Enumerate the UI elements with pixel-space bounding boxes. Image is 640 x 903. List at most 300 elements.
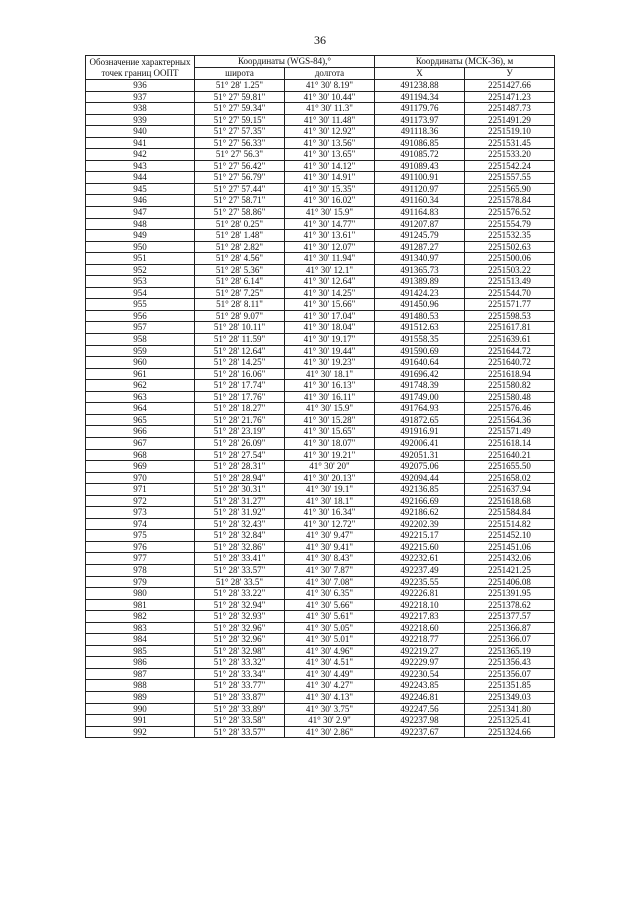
latitude-cell: 51° 28' 6.14" — [195, 276, 285, 288]
table-row — [86, 299, 555, 311]
latitude-cell: 51° 28' 10.11" — [195, 322, 285, 334]
x-cell: 491086.85 — [375, 137, 465, 149]
y-cell: 2251500.06 — [465, 253, 555, 265]
longitude-cell: 41° 30' 5.61" — [285, 611, 375, 623]
y-cell: 2251644.72 — [465, 345, 555, 357]
point-id-cell: 972 — [86, 495, 195, 507]
x-cell: 491179.76 — [375, 103, 465, 115]
longitude-cell: 41° 30' 13.61" — [285, 230, 375, 242]
table-row — [86, 322, 555, 334]
point-id-cell: 964 — [86, 403, 195, 415]
y-cell: 2251378.62 — [465, 599, 555, 611]
latitude-cell: 51° 28' 30.31" — [195, 484, 285, 496]
table-row — [86, 172, 555, 184]
table-row — [86, 691, 555, 703]
longitude-cell: 41° 30' 13.65" — [285, 149, 375, 161]
table-row — [86, 368, 555, 380]
latitude-cell: 51° 27' 59.34" — [195, 103, 285, 115]
longitude-cell: 41° 30' 14.91" — [285, 172, 375, 184]
table-row — [86, 507, 555, 519]
x-cell: 492237.98 — [375, 715, 465, 727]
table-row — [86, 80, 555, 92]
latitude-cell: 51° 27' 57.35" — [195, 126, 285, 138]
point-id-cell: 959 — [86, 345, 195, 357]
x-cell: 492217.83 — [375, 611, 465, 623]
latitude-cell: 51° 28' 5.36" — [195, 264, 285, 276]
point-id-cell: 956 — [86, 310, 195, 322]
x-cell: 491450.96 — [375, 299, 465, 311]
x-cell: 492219.27 — [375, 645, 465, 657]
x-cell: 491748.39 — [375, 380, 465, 392]
table-row — [86, 391, 555, 403]
table-row — [86, 472, 555, 484]
table-row — [86, 518, 555, 530]
point-id-cell: 960 — [86, 357, 195, 369]
x-cell: 492237.49 — [375, 564, 465, 576]
longitude-cell: 41° 30' 2.86" — [285, 726, 375, 738]
longitude-cell: 41° 30' 12.07" — [285, 241, 375, 253]
header-row-1 — [86, 56, 555, 68]
table-row — [86, 726, 555, 738]
longitude-cell: 41° 30' 19.17" — [285, 334, 375, 346]
latitude-cell: 51° 28' 33.57" — [195, 726, 285, 738]
y-cell: 2251618.14 — [465, 437, 555, 449]
table-row — [86, 599, 555, 611]
latitude-cell: 51° 28' 1.25" — [195, 80, 285, 92]
y-cell: 2251356.07 — [465, 668, 555, 680]
y-cell: 2251341.80 — [465, 703, 555, 715]
latitude-cell: 51° 27' 56.33" — [195, 137, 285, 149]
longitude-cell: 41° 30' 18.07" — [285, 437, 375, 449]
x-cell: 492232.61 — [375, 553, 465, 565]
longitude-cell: 41° 30' 9.41" — [285, 541, 375, 553]
longitude-cell: 41° 30' 19.44" — [285, 345, 375, 357]
table-row — [86, 484, 555, 496]
y-cell: 2251491.29 — [465, 114, 555, 126]
latitude-cell: 51° 28' 32.96" — [195, 634, 285, 646]
y-cell: 2251532.35 — [465, 230, 555, 242]
y-cell: 2251365.19 — [465, 645, 555, 657]
table-row — [86, 564, 555, 576]
latitude-cell: 51° 28' 1.48" — [195, 230, 285, 242]
longitude-cell: 41° 30' 16.34" — [285, 507, 375, 519]
y-cell: 2251571.49 — [465, 426, 555, 438]
latitude-cell: 51° 28' 33.34" — [195, 668, 285, 680]
latitude-cell: 51° 28' 33.89" — [195, 703, 285, 715]
longitude-cell: 41° 30' 19.21" — [285, 449, 375, 461]
latitude-cell: 51° 27' 56.42" — [195, 160, 285, 172]
table-row — [86, 357, 555, 369]
x-cell: 491164.83 — [375, 207, 465, 219]
x-cell: 491640.64 — [375, 357, 465, 369]
x-cell: 491089.43 — [375, 160, 465, 172]
x-cell: 491424.23 — [375, 287, 465, 299]
point-id-cell: 944 — [86, 172, 195, 184]
longitude-cell: 41° 30' 4.51" — [285, 657, 375, 669]
table-row — [86, 345, 555, 357]
table-row — [86, 183, 555, 195]
latitude-cell: 51° 27' 58.86" — [195, 207, 285, 219]
longitude-cell: 41° 30' 12.72" — [285, 518, 375, 530]
longitude-cell: 41° 30' 20" — [285, 461, 375, 473]
x-cell: 492246.81 — [375, 691, 465, 703]
longitude-cell: 41° 30' 8.19" — [285, 80, 375, 92]
point-id-cell: 951 — [86, 253, 195, 265]
table-row — [86, 334, 555, 346]
point-id-cell: 941 — [86, 137, 195, 149]
longitude-cell: 41° 30' 10.44" — [285, 91, 375, 103]
x-cell: 492218.77 — [375, 634, 465, 646]
longitude-cell: 41° 30' 15.66" — [285, 299, 375, 311]
table-row — [86, 253, 555, 265]
latitude-cell: 51° 28' 2.82" — [195, 241, 285, 253]
longitude-cell: 41° 30' 16.13" — [285, 380, 375, 392]
header-x: X — [375, 68, 465, 80]
table-row — [86, 611, 555, 623]
point-id-cell: 958 — [86, 334, 195, 346]
x-cell: 491696.42 — [375, 368, 465, 380]
longitude-cell: 41° 30' 15.9" — [285, 207, 375, 219]
x-cell: 491916.91 — [375, 426, 465, 438]
x-cell: 491194.34 — [375, 91, 465, 103]
point-id-cell: 970 — [86, 472, 195, 484]
point-id-cell: 971 — [86, 484, 195, 496]
table-row — [86, 553, 555, 565]
point-id-cell: 991 — [86, 715, 195, 727]
latitude-cell: 51° 28' 33.32" — [195, 657, 285, 669]
y-cell: 2251598.53 — [465, 310, 555, 322]
table-row — [86, 495, 555, 507]
latitude-cell: 51° 27' 59.15" — [195, 114, 285, 126]
latitude-cell: 51° 28' 32.43" — [195, 518, 285, 530]
longitude-cell: 41° 30' 14.77" — [285, 218, 375, 230]
y-cell: 2251356.43 — [465, 657, 555, 669]
longitude-cell: 41° 30' 4.49" — [285, 668, 375, 680]
x-cell: 492051.31 — [375, 449, 465, 461]
table-row — [86, 634, 555, 646]
point-id-cell: 938 — [86, 103, 195, 115]
table-row — [86, 276, 555, 288]
longitude-cell: 41° 30' 18.04" — [285, 322, 375, 334]
longitude-cell: 41° 30' 11.48" — [285, 114, 375, 126]
y-cell: 2251533.20 — [465, 149, 555, 161]
y-cell: 2251432.06 — [465, 553, 555, 565]
y-cell: 2251640.21 — [465, 449, 555, 461]
x-cell: 492226.81 — [375, 588, 465, 600]
longitude-cell: 41° 30' 6.35" — [285, 588, 375, 600]
latitude-cell: 51° 28' 32.98" — [195, 645, 285, 657]
x-cell: 491085.72 — [375, 149, 465, 161]
longitude-cell: 41° 30' 12.64" — [285, 276, 375, 288]
page-number: 36 — [314, 33, 326, 47]
latitude-cell: 51° 28' 17.74" — [195, 380, 285, 392]
x-cell: 492166.69 — [375, 495, 465, 507]
longitude-cell: 41° 30' 4.96" — [285, 645, 375, 657]
latitude-cell: 51° 28' 32.96" — [195, 622, 285, 634]
x-cell: 492218.60 — [375, 622, 465, 634]
y-cell: 2251406.08 — [465, 576, 555, 588]
point-id-cell: 967 — [86, 437, 195, 449]
latitude-cell: 51° 28' 12.64" — [195, 345, 285, 357]
latitude-cell: 51° 28' 32.86" — [195, 541, 285, 553]
y-cell: 2251324.66 — [465, 726, 555, 738]
longitude-cell: 41° 30' 15.65" — [285, 426, 375, 438]
latitude-cell: 51° 28' 14.25" — [195, 357, 285, 369]
longitude-cell: 41° 30' 4.27" — [285, 680, 375, 692]
latitude-cell: 51° 28' 7.25" — [195, 287, 285, 299]
table-row — [86, 530, 555, 542]
latitude-cell: 51° 27' 59.81" — [195, 91, 285, 103]
header-y: У — [465, 68, 555, 80]
x-cell: 491160.34 — [375, 195, 465, 207]
longitude-cell: 41° 30' 20.13" — [285, 472, 375, 484]
latitude-cell: 51° 28' 8.11" — [195, 299, 285, 311]
longitude-cell: 41° 30' 13.56" — [285, 137, 375, 149]
x-cell: 492094.44 — [375, 472, 465, 484]
point-id-cell: 975 — [86, 530, 195, 542]
table-row — [86, 414, 555, 426]
point-id-cell: 955 — [86, 299, 195, 311]
x-cell: 491764.93 — [375, 403, 465, 415]
latitude-cell: 51° 27' 56.3" — [195, 149, 285, 161]
x-cell: 492218.10 — [375, 599, 465, 611]
table-row — [86, 160, 555, 172]
table-row — [86, 622, 555, 634]
table-row — [86, 703, 555, 715]
latitude-cell: 51° 28' 18.27" — [195, 403, 285, 415]
point-id-cell: 965 — [86, 414, 195, 426]
latitude-cell: 51° 28' 33.5" — [195, 576, 285, 588]
longitude-cell: 41° 30' 11.94" — [285, 253, 375, 265]
point-id-cell: 948 — [86, 218, 195, 230]
longitude-cell: 41° 30' 16.11" — [285, 391, 375, 403]
x-cell: 492235.55 — [375, 576, 465, 588]
y-cell: 2251658.02 — [465, 472, 555, 484]
x-cell: 491238.88 — [375, 80, 465, 92]
y-cell: 2251618.94 — [465, 368, 555, 380]
point-id-cell: 976 — [86, 541, 195, 553]
y-cell: 2251564.36 — [465, 414, 555, 426]
table-row — [86, 114, 555, 126]
y-cell: 2251618.68 — [465, 495, 555, 507]
longitude-cell: 41° 30' 11.3" — [285, 103, 375, 115]
x-cell: 491118.36 — [375, 126, 465, 138]
table-row — [86, 103, 555, 115]
y-cell: 2251351.85 — [465, 680, 555, 692]
x-cell: 491287.27 — [375, 241, 465, 253]
longitude-cell: 41° 30' 3.75" — [285, 703, 375, 715]
latitude-cell: 51° 28' 28.94" — [195, 472, 285, 484]
x-cell: 491365.73 — [375, 264, 465, 276]
y-cell: 2251514.82 — [465, 518, 555, 530]
longitude-cell: 41° 30' 14.12" — [285, 160, 375, 172]
x-cell: 491590.69 — [375, 345, 465, 357]
x-cell: 492247.56 — [375, 703, 465, 715]
x-cell: 492202.39 — [375, 518, 465, 530]
latitude-cell: 51° 27' 57.44" — [195, 183, 285, 195]
latitude-cell: 51° 28' 32.93" — [195, 611, 285, 623]
longitude-cell: 41° 30' 19.1" — [285, 484, 375, 496]
table-body — [86, 80, 555, 738]
point-id-cell: 985 — [86, 645, 195, 657]
latitude-cell: 51° 28' 33.57" — [195, 564, 285, 576]
longitude-cell: 41° 30' 5.01" — [285, 634, 375, 646]
table-row — [86, 126, 555, 138]
header-msk36-group: Координаты (МСК-36), м — [375, 56, 555, 68]
table-row — [86, 437, 555, 449]
latitude-cell: 51° 27' 58.71" — [195, 195, 285, 207]
point-id-cell: 946 — [86, 195, 195, 207]
point-id-cell: 969 — [86, 461, 195, 473]
longitude-cell: 41° 30' 5.05" — [285, 622, 375, 634]
latitude-cell: 51° 28' 11.59" — [195, 334, 285, 346]
coordinates-table — [85, 55, 555, 738]
y-cell: 2251554.79 — [465, 218, 555, 230]
y-cell: 2251578.84 — [465, 195, 555, 207]
point-id-cell: 986 — [86, 657, 195, 669]
y-cell: 2251580.82 — [465, 380, 555, 392]
y-cell: 2251565.90 — [465, 183, 555, 195]
longitude-cell: 41° 30' 15.9" — [285, 403, 375, 415]
x-cell: 491245.79 — [375, 230, 465, 242]
y-cell: 2251391.95 — [465, 588, 555, 600]
x-cell: 491558.35 — [375, 334, 465, 346]
longitude-cell: 41° 30' 14.25" — [285, 287, 375, 299]
longitude-cell: 41° 30' 12.92" — [285, 126, 375, 138]
x-cell: 492229.97 — [375, 657, 465, 669]
latitude-cell: 51° 28' 32.94" — [195, 599, 285, 611]
table-row — [86, 218, 555, 230]
y-cell: 2251349.03 — [465, 691, 555, 703]
x-cell: 492075.06 — [375, 461, 465, 473]
longitude-cell: 41° 30' 2.9" — [285, 715, 375, 727]
table-row — [86, 461, 555, 473]
longitude-cell: 41° 30' 18.1" — [285, 495, 375, 507]
table-row — [86, 207, 555, 219]
point-id-cell: 984 — [86, 634, 195, 646]
table-row — [86, 541, 555, 553]
y-cell: 2251471.23 — [465, 91, 555, 103]
x-cell: 491389.89 — [375, 276, 465, 288]
point-id-cell: 988 — [86, 680, 195, 692]
latitude-cell: 51° 28' 21.76" — [195, 414, 285, 426]
header-wgs84-group: Координаты (WGS-84),° — [195, 56, 375, 68]
longitude-cell: 41° 30' 16.02" — [285, 195, 375, 207]
point-id-cell: 939 — [86, 114, 195, 126]
point-id-cell: 990 — [86, 703, 195, 715]
latitude-cell: 51° 28' 31.27" — [195, 495, 285, 507]
table-row — [86, 403, 555, 415]
point-id-cell: 937 — [86, 91, 195, 103]
x-cell: 492215.60 — [375, 541, 465, 553]
x-cell: 491340.97 — [375, 253, 465, 265]
point-id-cell: 974 — [86, 518, 195, 530]
y-cell: 2251427.66 — [465, 80, 555, 92]
point-id-cell: 936 — [86, 80, 195, 92]
y-cell: 2251366.87 — [465, 622, 555, 634]
point-id-cell: 987 — [86, 668, 195, 680]
longitude-cell: 41° 30' 17.04" — [285, 310, 375, 322]
latitude-cell: 51° 28' 16.06" — [195, 368, 285, 380]
point-id-cell: 973 — [86, 507, 195, 519]
table-row — [86, 588, 555, 600]
latitude-cell: 51° 28' 32.84" — [195, 530, 285, 542]
point-id-cell: 989 — [86, 691, 195, 703]
longitude-cell: 41° 30' 15.28" — [285, 414, 375, 426]
y-cell: 2251639.61 — [465, 334, 555, 346]
point-id-cell: 940 — [86, 126, 195, 138]
table-row — [86, 287, 555, 299]
latitude-cell: 51° 28' 31.92" — [195, 507, 285, 519]
latitude-cell: 51° 28' 28.31" — [195, 461, 285, 473]
y-cell: 2251637.94 — [465, 484, 555, 496]
point-id-cell: 962 — [86, 380, 195, 392]
header-point-designation: Обозначение характерных точек границ ООПТ — [86, 56, 195, 80]
point-id-cell: 943 — [86, 160, 195, 172]
y-cell: 2251531.45 — [465, 137, 555, 149]
header-latitude: широта — [195, 68, 285, 80]
latitude-cell: 51° 28' 33.58" — [195, 715, 285, 727]
point-id-cell: 982 — [86, 611, 195, 623]
table-row — [86, 715, 555, 727]
latitude-cell: 51° 28' 4.56" — [195, 253, 285, 265]
latitude-cell: 51° 27' 56.79" — [195, 172, 285, 184]
table-row — [86, 91, 555, 103]
y-cell: 2251571.77 — [465, 299, 555, 311]
point-id-cell: 981 — [86, 599, 195, 611]
x-cell: 492006.41 — [375, 437, 465, 449]
y-cell: 2251519.10 — [465, 126, 555, 138]
point-id-cell: 954 — [86, 287, 195, 299]
point-id-cell: 945 — [86, 183, 195, 195]
table-row — [86, 668, 555, 680]
y-cell: 2251557.55 — [465, 172, 555, 184]
latitude-cell: 51° 28' 17.76" — [195, 391, 285, 403]
longitude-cell: 41° 30' 9.47" — [285, 530, 375, 542]
table-row — [86, 680, 555, 692]
y-cell: 2251580.48 — [465, 391, 555, 403]
table-row — [86, 645, 555, 657]
y-cell: 2251451.06 — [465, 541, 555, 553]
point-id-cell: 966 — [86, 426, 195, 438]
y-cell: 2251576.46 — [465, 403, 555, 415]
point-id-cell: 979 — [86, 576, 195, 588]
latitude-cell: 51° 28' 9.07" — [195, 310, 285, 322]
table-row — [86, 310, 555, 322]
longitude-cell: 41° 30' 15.35" — [285, 183, 375, 195]
table-row — [86, 241, 555, 253]
x-cell: 491120.97 — [375, 183, 465, 195]
longitude-cell: 41° 30' 12.1" — [285, 264, 375, 276]
point-id-cell: 949 — [86, 230, 195, 242]
table-row — [86, 576, 555, 588]
longitude-cell: 41° 30' 4.13" — [285, 691, 375, 703]
table-row — [86, 195, 555, 207]
point-id-cell: 947 — [86, 207, 195, 219]
y-cell: 2251452.10 — [465, 530, 555, 542]
x-cell: 491173.97 — [375, 114, 465, 126]
table-row — [86, 137, 555, 149]
table-header — [86, 56, 555, 80]
point-id-cell: 957 — [86, 322, 195, 334]
latitude-cell: 51° 28' 23.19" — [195, 426, 285, 438]
y-cell: 2251542.24 — [465, 160, 555, 172]
y-cell: 2251584.84 — [465, 507, 555, 519]
y-cell: 2251640.72 — [465, 357, 555, 369]
y-cell: 2251503.22 — [465, 264, 555, 276]
point-id-cell: 983 — [86, 622, 195, 634]
y-cell: 2251487.73 — [465, 103, 555, 115]
